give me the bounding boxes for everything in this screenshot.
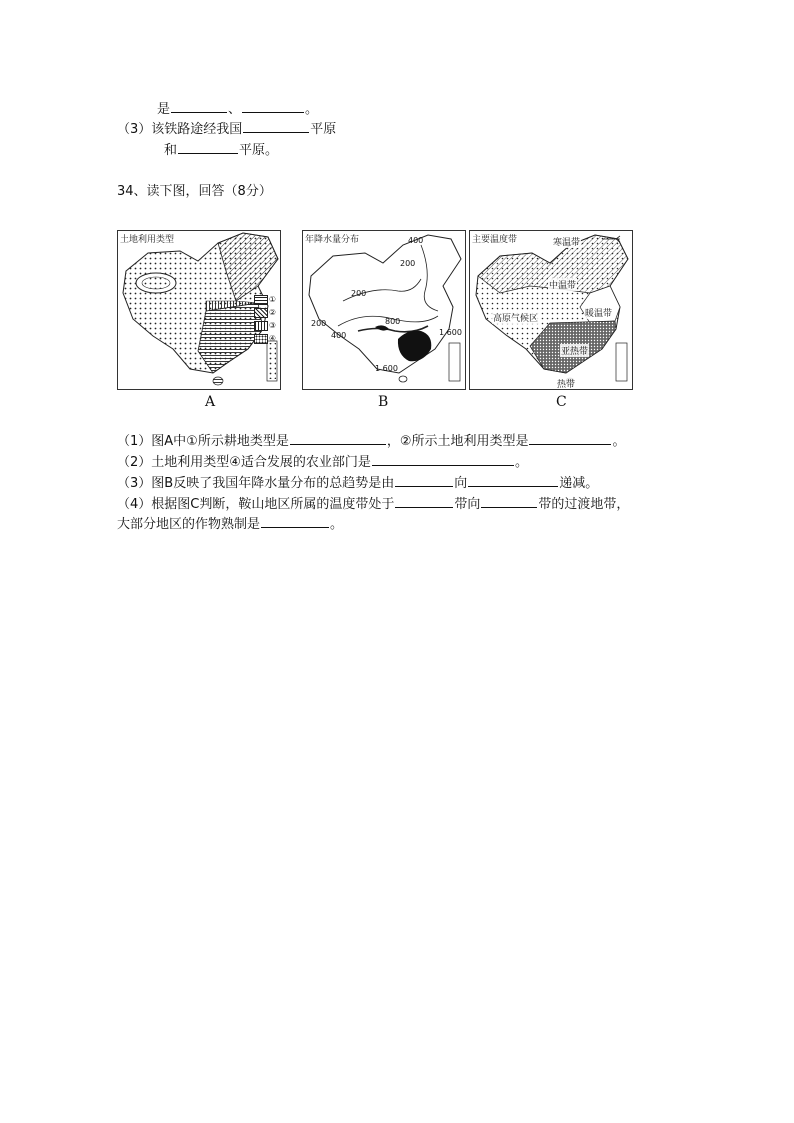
legend-item-1: ① bbox=[254, 293, 276, 306]
question-4-line2: 大部分地区的作物熟制是 。 bbox=[117, 514, 343, 534]
legend-item-2: ② bbox=[254, 306, 276, 319]
question-2: （2）土地利用类型④适合发展的农业部门是 。 bbox=[117, 452, 528, 472]
question-heading: 34、读下图，回答（8分） bbox=[117, 184, 272, 199]
contour-label: 200 bbox=[400, 259, 416, 268]
figure-label-b: B bbox=[378, 394, 389, 410]
question-1: （1）图A中①所示耕地类型是 ，②所示土地利用类型是 。 bbox=[117, 431, 626, 451]
question-4: （4）根据图C判断，鞍山地区所属的温度带处于 带向 带的过渡地带， bbox=[117, 494, 629, 514]
answer-blank[interactable] bbox=[468, 473, 558, 487]
zone-label: 中温带 bbox=[548, 278, 577, 291]
answer-blank[interactable] bbox=[529, 431, 611, 445]
map-temperature-zones bbox=[469, 230, 633, 390]
answer-blank[interactable] bbox=[395, 473, 453, 487]
map-c-title: 主要温度带 bbox=[472, 232, 517, 245]
map-b-title: 年降水量分布 bbox=[305, 232, 359, 245]
prev-item3-line2: 和 平原。 bbox=[164, 140, 278, 160]
contour-label: 200 bbox=[311, 319, 327, 328]
map-precipitation bbox=[302, 230, 466, 390]
contour-label: 1 600 bbox=[375, 364, 398, 373]
contour-label: 400 bbox=[331, 331, 347, 340]
contour-label: 200 bbox=[351, 289, 367, 298]
contour-label: 1 600 bbox=[439, 328, 462, 337]
answer-blank[interactable] bbox=[243, 119, 309, 133]
prev-line1: 是 、 。 bbox=[157, 99, 318, 119]
prev-item3: （3）该铁路途经我国 平原 bbox=[117, 119, 336, 139]
answer-blank[interactable] bbox=[178, 140, 238, 154]
legend-item-4: ④ bbox=[254, 332, 276, 345]
contour-label: 400 bbox=[408, 236, 424, 245]
answer-blank[interactable] bbox=[395, 494, 453, 508]
zone-label: 高原气候区 bbox=[492, 311, 539, 324]
answer-blank[interactable] bbox=[242, 99, 304, 113]
answer-blank[interactable] bbox=[171, 99, 227, 113]
zone-label: 寒温带 bbox=[552, 235, 581, 248]
legend-item-3: ③ bbox=[254, 319, 276, 332]
figure-label-c: C bbox=[556, 394, 567, 410]
map-a-title: 土地利用类型 bbox=[120, 232, 174, 245]
answer-blank[interactable] bbox=[290, 431, 386, 445]
question-3: （3）图B反映了我国年降水量分布的总趋势是由 向 递减。 bbox=[117, 473, 598, 493]
map-a-legend bbox=[254, 293, 276, 345]
zone-label: 暖温带 bbox=[584, 306, 613, 319]
zone-label: 热带 bbox=[556, 377, 576, 390]
answer-blank[interactable] bbox=[372, 452, 514, 466]
figure-label-a: A bbox=[205, 394, 216, 410]
zone-label: 亚热带 bbox=[560, 344, 589, 357]
map-land-use bbox=[117, 230, 281, 390]
answer-blank[interactable] bbox=[261, 514, 329, 528]
answer-blank[interactable] bbox=[481, 494, 537, 508]
contour-label: 800 bbox=[385, 317, 401, 326]
